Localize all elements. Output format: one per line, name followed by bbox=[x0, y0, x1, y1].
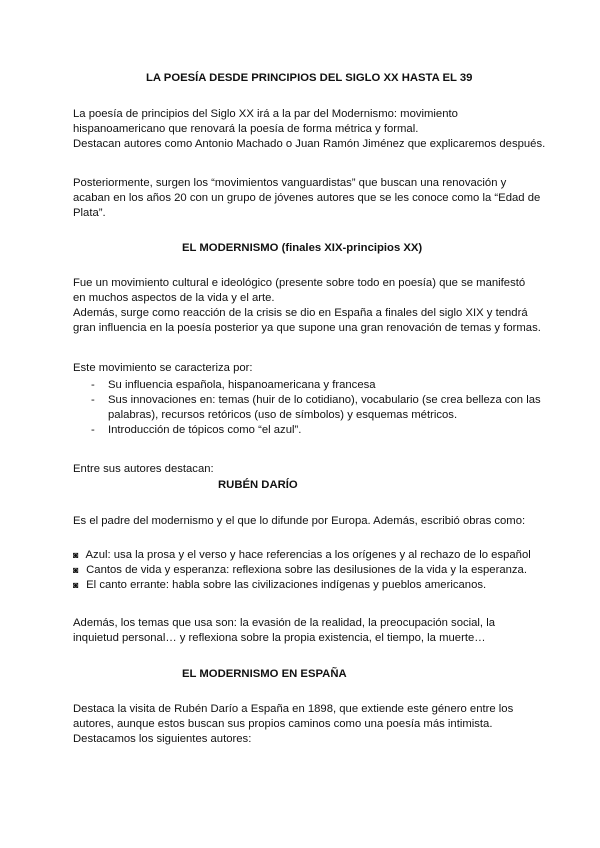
section-heading-espana: EL MODERNISMO EN ESPAÑA bbox=[182, 668, 347, 680]
list-item bbox=[73, 548, 531, 563]
dash-bullet: - bbox=[91, 394, 95, 406]
text-line: en muchos aspectos de la vida y el arte. bbox=[73, 292, 275, 304]
text-line: Este movimiento se caracteriza por: bbox=[73, 362, 253, 374]
modernismo-paragraph-3 bbox=[73, 462, 214, 477]
text-line: inquietud personal… y reflexiona sobre la propia existencia, el tiempo, la muerte… bbox=[73, 632, 486, 644]
square-bullet-icon: ◙ bbox=[73, 580, 79, 590]
text-line: Posteriormente, surgen los “movimientos vanguardistas” que buscan una renovación y bbox=[73, 177, 507, 189]
works-list bbox=[73, 548, 531, 593]
dash-bullet: - bbox=[91, 424, 95, 436]
text-line: hispanoamericano que renovará la poesía de forma métrica y formal. bbox=[73, 123, 419, 135]
list-item-text: Azul: usa la prosa y el verso y hace referencias a los orígenes y al rechazo de lo español bbox=[85, 549, 531, 561]
text-line: gran influencia en la poesía posterior ya que supone una gran renovación de temas y formas. bbox=[73, 322, 541, 334]
square-bullet-icon: ◙ bbox=[73, 550, 79, 560]
text-line: Destacamos los siguientes autores: bbox=[73, 733, 252, 745]
text-line: Destacan autores como Antonio Machado o Juan Ramón Jiménez que explicaremos después. bbox=[73, 138, 546, 150]
text-line: Fue un movimiento cultural e ideológico (presente sobre todo en poesía) que se manifestó bbox=[73, 277, 526, 289]
square-bullet-icon: ◙ bbox=[73, 565, 79, 575]
document-title: LA POESÍA DESDE PRINCIPIOS DEL SIGLO XX HASTA EL 39 bbox=[146, 72, 473, 84]
list-item-text: Cantos de vida y esperanza: reflexiona sobre las desilusiones de la vida y la esperanza. bbox=[86, 564, 527, 576]
list-item-text: Su influencia española, hispanoamericana y francesa bbox=[108, 379, 376, 391]
text-line: Es el padre del modernismo y el que lo difunde por Europa. Además, escribió obras como: bbox=[73, 515, 526, 527]
text-line: acaban en los años 20 con un grupo de jóvenes autores que se les conoce como la “Edad de bbox=[73, 192, 541, 204]
text-line: Además, surge como reacción de la crisis se dio en España a finales del siglo XIX y tendrá bbox=[73, 307, 528, 319]
list-item bbox=[91, 378, 581, 393]
dash-bullet: - bbox=[91, 379, 95, 391]
text-line: La poesía de principios del Siglo XX irá a la par del Modernismo: movimiento bbox=[73, 108, 458, 120]
list-item bbox=[91, 423, 581, 438]
text-line: Plata”. bbox=[73, 207, 106, 219]
list-item-text: Introducción de tópicos como “el azul”. bbox=[108, 424, 302, 436]
characteristics-list bbox=[91, 378, 581, 438]
dario-paragraph-1 bbox=[73, 514, 525, 529]
intro-paragraph-2 bbox=[73, 176, 540, 221]
list-item bbox=[73, 563, 531, 578]
dario-paragraph-2 bbox=[73, 616, 495, 646]
section-heading-modernismo: EL MODERNISMO (finales XIX-principios XX) bbox=[182, 242, 423, 254]
list-item-text: Sus innovaciones en: temas (huir de lo cotidiano), vocabulario (se crea belleza con las palabras), recursos retóricos (uso de símbolos) y esquemas métricos. bbox=[108, 394, 541, 421]
espana-paragraph-1 bbox=[73, 702, 513, 747]
list-item-text: El canto errante: habla sobre las civilizaciones indígenas y pueblos americanos. bbox=[86, 579, 487, 591]
modernismo-paragraph-1 bbox=[73, 276, 541, 336]
text-line: Destaca la visita de Rubén Darío a España en 1898, que extiende este género entre los bbox=[73, 703, 514, 715]
text-line: autores, aunque estos buscan sus propios caminos como una poesía más intimista. bbox=[73, 718, 493, 730]
section-heading-dario: RUBÉN DARÍO bbox=[218, 479, 298, 491]
list-item bbox=[73, 578, 531, 593]
modernismo-paragraph-2 bbox=[73, 361, 253, 376]
intro-paragraph-1 bbox=[73, 107, 545, 152]
text-line: Entre sus autores destacan: bbox=[73, 463, 214, 475]
list-item bbox=[91, 393, 581, 423]
text-line: Además, los temas que usa son: la evasión de la realidad, la preocupación social, la bbox=[73, 617, 496, 629]
